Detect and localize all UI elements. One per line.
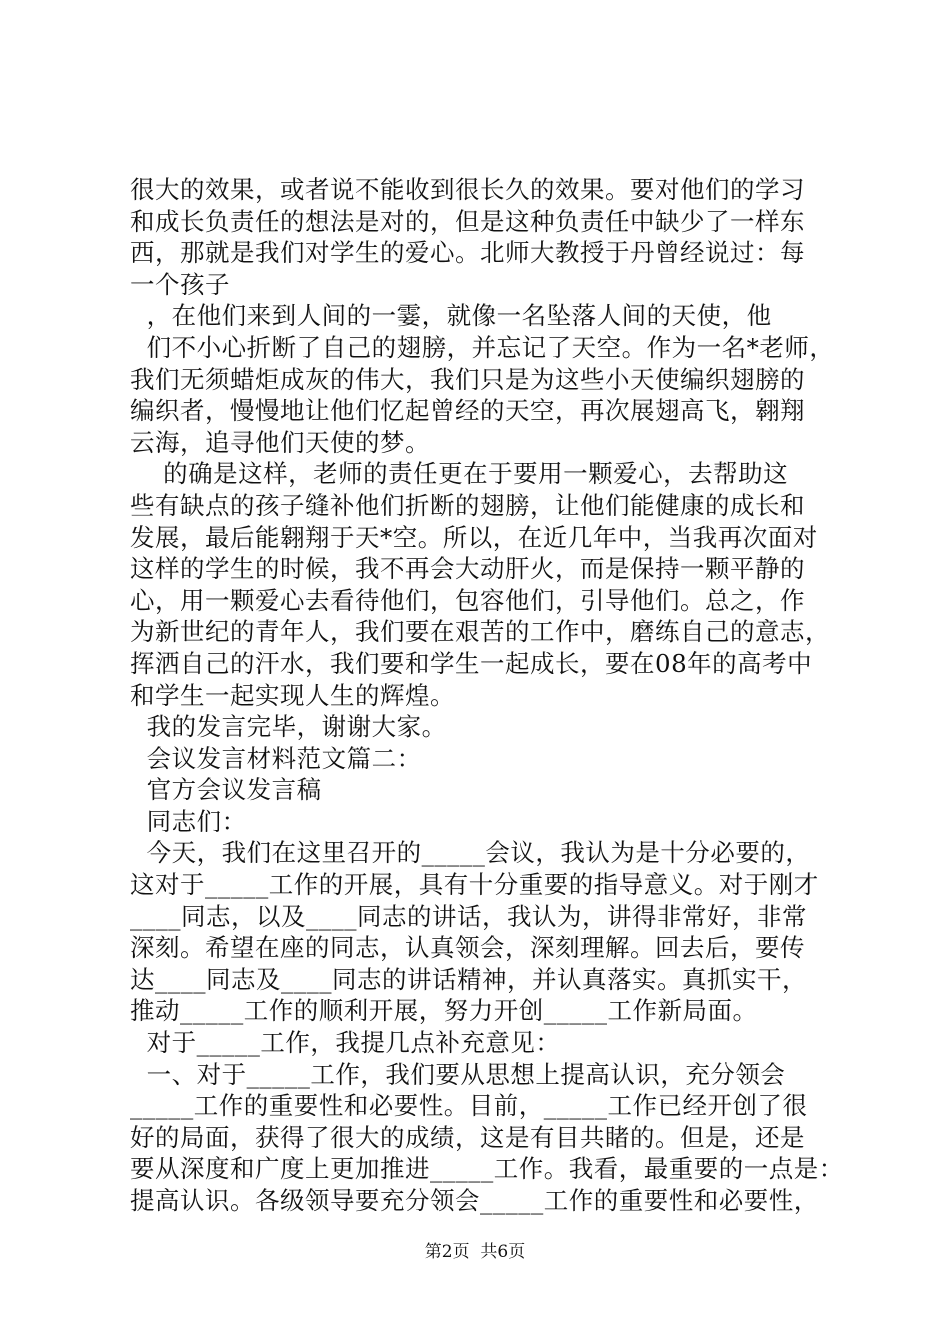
text-line: 这对于_____工作的开展，具有十分重要的指导意义。对于刚才: [130, 870, 819, 900]
text-line: 这样的学生的时候，我不再会大动肝火，而是保持一颗平静的: [130, 554, 805, 584]
document-body: [130, 174, 844, 1217]
text-line: 今天，我们在这里召开的_____会议，我认为是十分必要的，: [130, 838, 811, 868]
text-line: 很大的效果，或者说不能收到很长久的效果。要对他们的学习: [130, 175, 805, 204]
text-line: 一个孩子: [130, 269, 230, 299]
text-line: 要从深度和广度上更加推进_____工作。我看，最重要的一点是：: [130, 1154, 844, 1184]
text-line: 些有缺点的孩子缝补他们折断的翅膀，让他们能健康的成长和: [130, 490, 805, 520]
text-line: 我们无须蜡炬成灰的伟大，我们只是为这些小天使编织翅膀的: [130, 364, 805, 394]
text-line: 和学生一起实现人生的辉煌。: [130, 680, 455, 710]
text-line: 会议发言材料范文篇二：: [130, 743, 422, 773]
text-line: 推动_____工作的顺利开展，努力开创_____工作新局面。: [130, 996, 758, 1026]
text-line: 挥洒自己的汗水，我们要和学生一起成长，要在08年的高考中: [130, 648, 813, 678]
text-line: 们不小心折断了自己的翅膀，并忘记了天空。作为一名*老师，: [130, 332, 835, 362]
text-line: _____工作的重要性和必要性。目前，_____工作已经开创了很: [130, 1091, 808, 1121]
text-line: 发展，最后能翱翔于天*空。所以，在近几年中，当我再次面对: [130, 522, 818, 552]
text-line: 编织者，慢慢地让他们忆起曾经的天空，再次展翅高飞，翱翔: [130, 396, 805, 426]
text-line: 好的局面，获得了很大的成绩，这是有目共睹的。但是，还是: [130, 1122, 805, 1152]
text-line: 的确是这样，老师的责任更在于要用一颗爱心，去帮助这: [130, 459, 789, 489]
text-line: 我的发言完毕，谢谢大家。: [130, 712, 447, 742]
text-line: 提高认识。各级领导要充分领会_____工作的重要性和必要性，: [130, 1186, 819, 1215]
text-line: ，在他们来到人间的一霎，就像一名坠落人间的天使，他: [130, 301, 772, 331]
text-line: 同志们：: [130, 806, 247, 836]
text-line: 心，用一颗爱心去看待他们，包容他们，引导他们。总之，作: [130, 585, 805, 615]
text-line: 一、对于_____工作，我们要从思想上提高认识，充分领会: [130, 1059, 786, 1089]
text-line: 为新世纪的青年人，我们要在艰苦的工作中，磨练自己的意志，: [130, 617, 830, 647]
page-footer: 第2页 共6页: [424, 1242, 526, 1262]
text-line: 深刻。希望在座的同志，认真领会，深刻理解。回去后，要传: [130, 933, 805, 963]
text-line: 和成长负责任的想法是对的，但是这种负责任中缺少了一样东: [130, 206, 805, 236]
text-line: ____同志，以及____同志的讲话，我认为，讲得非常好，非常: [130, 901, 807, 931]
text-line: 对于_____工作，我提几点补充意见：: [130, 1028, 561, 1058]
text-line: 云海，追寻他们天使的梦。: [130, 427, 430, 457]
text-line: 官方会议发言稿: [130, 775, 322, 805]
text-line: 西，那就是我们对学生的爱心。北师大教授于丹曾经说过：每: [130, 238, 805, 268]
text-line: 达____同志及____同志的讲话精神，并认真落实。真抓实干，: [130, 964, 807, 994]
